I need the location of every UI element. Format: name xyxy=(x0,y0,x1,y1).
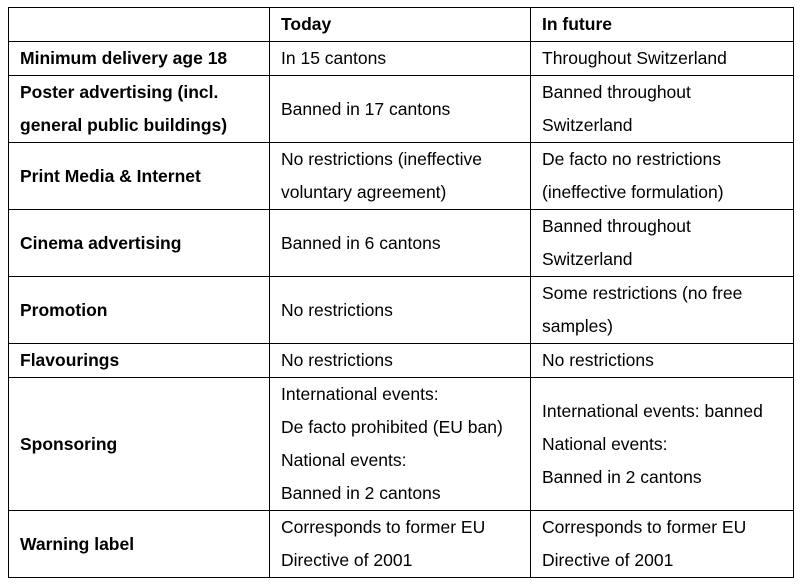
today-cell xyxy=(270,378,531,511)
cell-text-line: Banned throughout xyxy=(542,82,691,102)
row-label-cell xyxy=(9,42,270,76)
row-label-cell xyxy=(9,344,270,378)
cell-text-line: De facto prohibited (EU ban) xyxy=(281,417,503,437)
cell-text-line: Flavourings xyxy=(20,350,120,370)
cell-text-line: Switzerland xyxy=(542,115,633,135)
cell-text-line: general public buildings) xyxy=(20,115,228,135)
future-cell xyxy=(531,378,794,511)
cell-text-line: International events: xyxy=(281,384,439,404)
table-row xyxy=(9,344,794,378)
cell-text-line: Banned in 2 cantons xyxy=(281,483,441,503)
cell-text-line: No restrictions xyxy=(281,299,393,320)
cell-text-line: Corresponds to former EU xyxy=(542,517,747,537)
header-today: Today xyxy=(270,8,531,42)
future-cell xyxy=(531,143,794,210)
cell-text-line: Directive of 2001 xyxy=(542,550,674,570)
today-cell xyxy=(270,143,531,210)
row-label-cell xyxy=(9,378,270,511)
row-label-cell xyxy=(9,511,270,578)
row-label-cell xyxy=(9,143,270,210)
table-row xyxy=(9,143,794,210)
cell-text-line: Some restrictions (no free xyxy=(542,283,743,303)
row-label-cell xyxy=(9,76,270,143)
today-cell xyxy=(270,511,531,578)
future-cell xyxy=(531,210,794,277)
cell-text-line: In 15 cantons xyxy=(281,48,387,68)
future-cell xyxy=(531,277,794,344)
row-label-cell xyxy=(9,210,270,277)
table-row xyxy=(9,76,794,143)
table-row xyxy=(9,42,794,76)
cell-text-line: voluntary agreement) xyxy=(281,182,447,202)
table-row xyxy=(9,511,794,578)
cell-text-line: Directive of 2001 xyxy=(281,550,413,570)
cell-text-line: National events: xyxy=(281,450,407,470)
today-cell xyxy=(270,344,531,378)
table-header-row xyxy=(9,8,794,42)
cell-text-line: Banned throughout xyxy=(542,216,691,236)
cell-text-line: Poster advertising (incl. xyxy=(20,82,219,102)
cell-text-line: No restrictions (ineffective xyxy=(281,149,483,169)
cell-text-line: Minimum delivery age 18 xyxy=(20,48,228,68)
today-cell xyxy=(270,277,531,344)
cell-text-line: Sponsoring xyxy=(20,433,118,454)
cell-text-line: International events: banned xyxy=(542,400,763,421)
cell-text-line: Throughout Switzerland xyxy=(542,48,727,68)
cell-text-line: De facto no restrictions xyxy=(542,149,721,169)
table-row xyxy=(9,210,794,277)
cell-text-line: Print Media & Internet xyxy=(20,165,201,186)
today-cell xyxy=(270,42,531,76)
cell-text-line: (ineffective formulation) xyxy=(542,182,724,202)
cell-text-line: Banned in 2 cantons xyxy=(542,466,702,487)
cell-text-line: Banned in 6 cantons xyxy=(281,232,441,253)
cell-text-line: Switzerland xyxy=(542,249,633,269)
cell-text-line: No restrictions xyxy=(281,350,393,370)
row-label-cell xyxy=(9,277,270,344)
table-row xyxy=(9,277,794,344)
cell-text-line: No restrictions xyxy=(542,350,654,370)
future-cell xyxy=(531,344,794,378)
cell-text-line: Warning label xyxy=(20,533,135,554)
cell-text-line: samples) xyxy=(542,316,613,336)
future-cell xyxy=(531,511,794,578)
cell-text-line: National events: xyxy=(542,433,668,454)
today-cell xyxy=(270,76,531,143)
cell-text-line: Promotion xyxy=(20,299,108,320)
cell-text-line: Cinema advertising xyxy=(20,232,182,253)
header-in-future: In future xyxy=(531,8,794,42)
today-cell xyxy=(270,210,531,277)
cell-text-line: Corresponds to former EU xyxy=(281,517,486,537)
future-cell xyxy=(531,42,794,76)
table-row xyxy=(9,378,794,511)
header-empty-cell xyxy=(9,8,270,42)
cell-text-line: Banned in 17 cantons xyxy=(281,98,451,119)
future-cell xyxy=(531,76,794,143)
comparison-table xyxy=(8,7,794,578)
